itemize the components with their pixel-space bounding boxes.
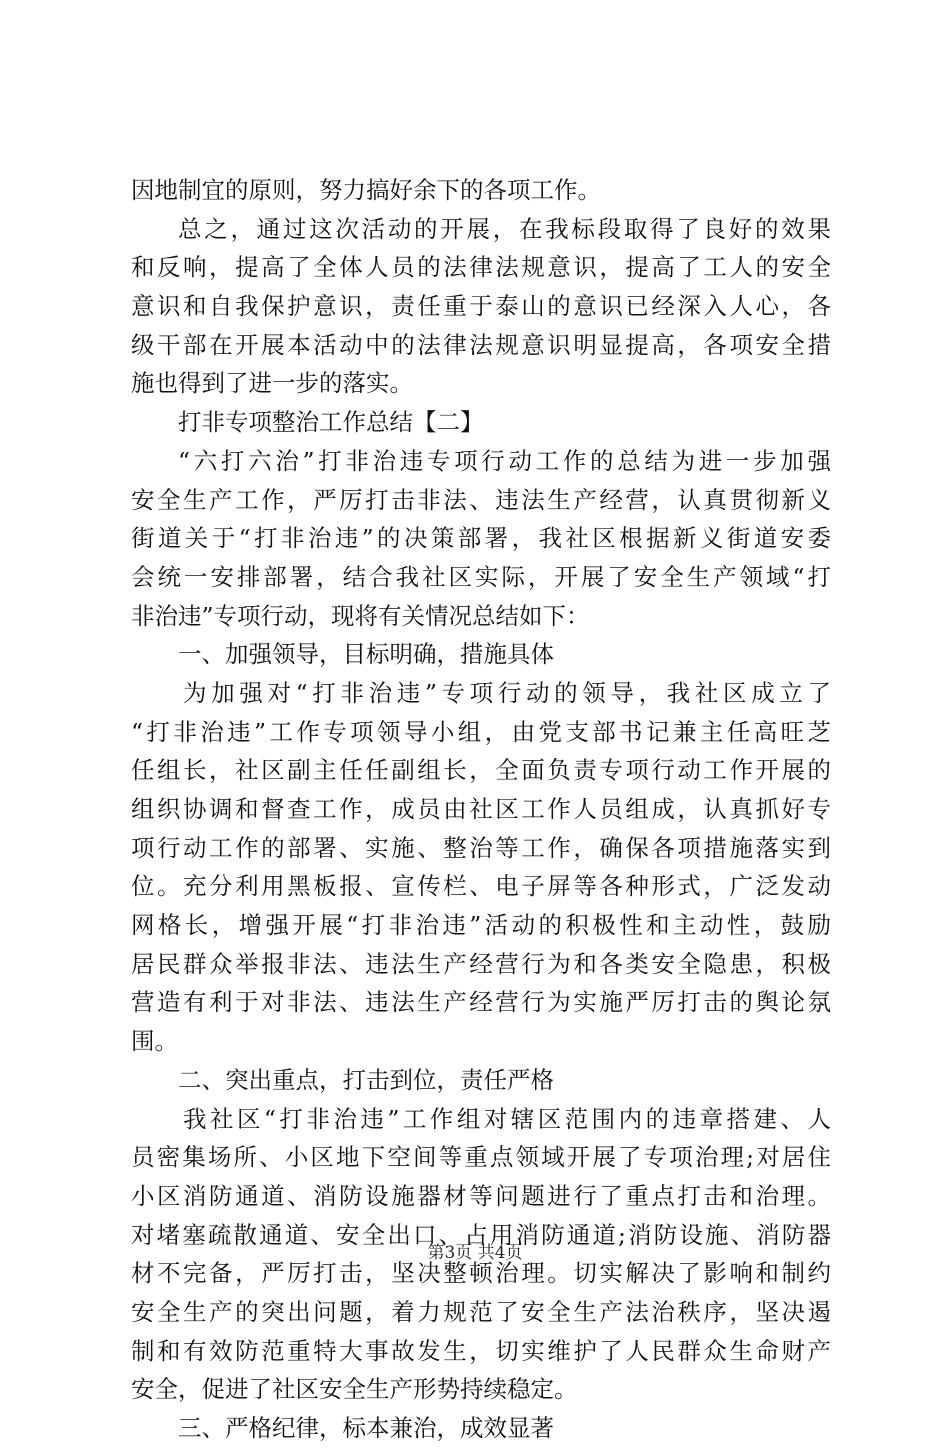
text-line: “六打六治”打非治违专项行动工作的总结为进一步加强 [178, 446, 831, 475]
section-heading: 二、突出重点，打击到位，责任严格 [178, 1065, 554, 1094]
text-line: 非治违”专项行动，现将有关情况总结如下： [131, 601, 590, 630]
text-line: 安全生产的突出问题，着力规范了安全生产法治秩序，坚决遏 [131, 1297, 831, 1326]
text-line: 级干部在开展本活动中的法律法规意识明显提高，各项安全措 [131, 330, 831, 359]
text-line: 施也得到了进一步的落实。 [131, 369, 413, 398]
text-line: 居民群众举报非法、违法生产经营行为和各类安全隐患，积极 [131, 949, 831, 978]
text-line: 位。充分利用黑板报、宣传栏、电子屏等各种形式，广泛发动 [131, 872, 831, 901]
section-heading: 打非专项整治工作总结【二】 [178, 408, 484, 437]
section-heading: 一、加强领导，目标明确，措施具体 [178, 640, 554, 669]
text-line: 总之，通过这次活动的开展，在我标段取得了良好的效果 [178, 214, 831, 243]
page-footer: 第3页 共4页 [427, 1243, 523, 1263]
text-line: 员密集场所、小区地下空间等重点领域开展了专项治理;对居住 [131, 1143, 831, 1172]
text-line: 会统一安排部署，结合我社区实际，开展了安全生产领域“打 [131, 562, 831, 591]
text-line: 小区消防通道、消防设施器材等问题进行了重点打击和治理。 [131, 1181, 831, 1210]
text-line: 安全生产工作，严厉打击非法、违法生产经营，认真贯彻新义 [131, 485, 831, 514]
text-line: 我社区“打非治违”工作组对辖区范围内的违章搭建、人 [183, 1104, 831, 1133]
text-line: 和反响，提高了全体人员的法律法规意识，提高了工人的安全 [131, 253, 831, 282]
text-line: 因地制宜的原则，努力搞好余下的各项工作。 [131, 176, 601, 204]
text-line: 对堵塞疏散通道、安全出口、占用消防通道;消防设施、消防器 [131, 1220, 831, 1249]
text-line: 围。 [131, 1027, 178, 1056]
text-line: 任组长，社区副主任任副组长，全面负责专项行动工作开展的 [131, 756, 831, 785]
text-line: 项行动工作的部署、实施、整治等工作，确保各项措施落实到 [131, 833, 831, 862]
text-line: 材不完备，严厉打击，坚决整顿治理。切实解决了影响和制约 [131, 1259, 831, 1288]
text-line: “打非治违”工作专项领导小组，由党支部书记兼主任高旺芝 [131, 717, 831, 746]
text-line: 组织协调和督查工作，成员由社区工作人员组成，认真抓好专 [131, 795, 831, 823]
text-line: 意识和自我保护意识，责任重于泰山的意识已经深入人心，各 [131, 292, 831, 321]
text-line: 安全，促进了社区安全生产形势持续稳定。 [131, 1375, 578, 1404]
text-line: 街道关于“打非治违”的决策部署，我社区根据新义街道安委 [131, 524, 831, 553]
text-line: 为加强对“打非治违”专项行动的领导，我社区成立了 [183, 678, 831, 707]
section-heading: 三、严格纪律，标本兼治，成效显著 [178, 1414, 554, 1442]
text-line: 制和有效防范重特大事故发生，切实维护了人民群众生命财产 [131, 1336, 831, 1365]
text-line: 营造有利于对非法、违法生产经营行为实施严厉打击的舆论氛 [131, 988, 831, 1017]
text-line: 网格长，增强开展“打非治违”活动的积极性和主动性，鼓励 [131, 911, 831, 940]
